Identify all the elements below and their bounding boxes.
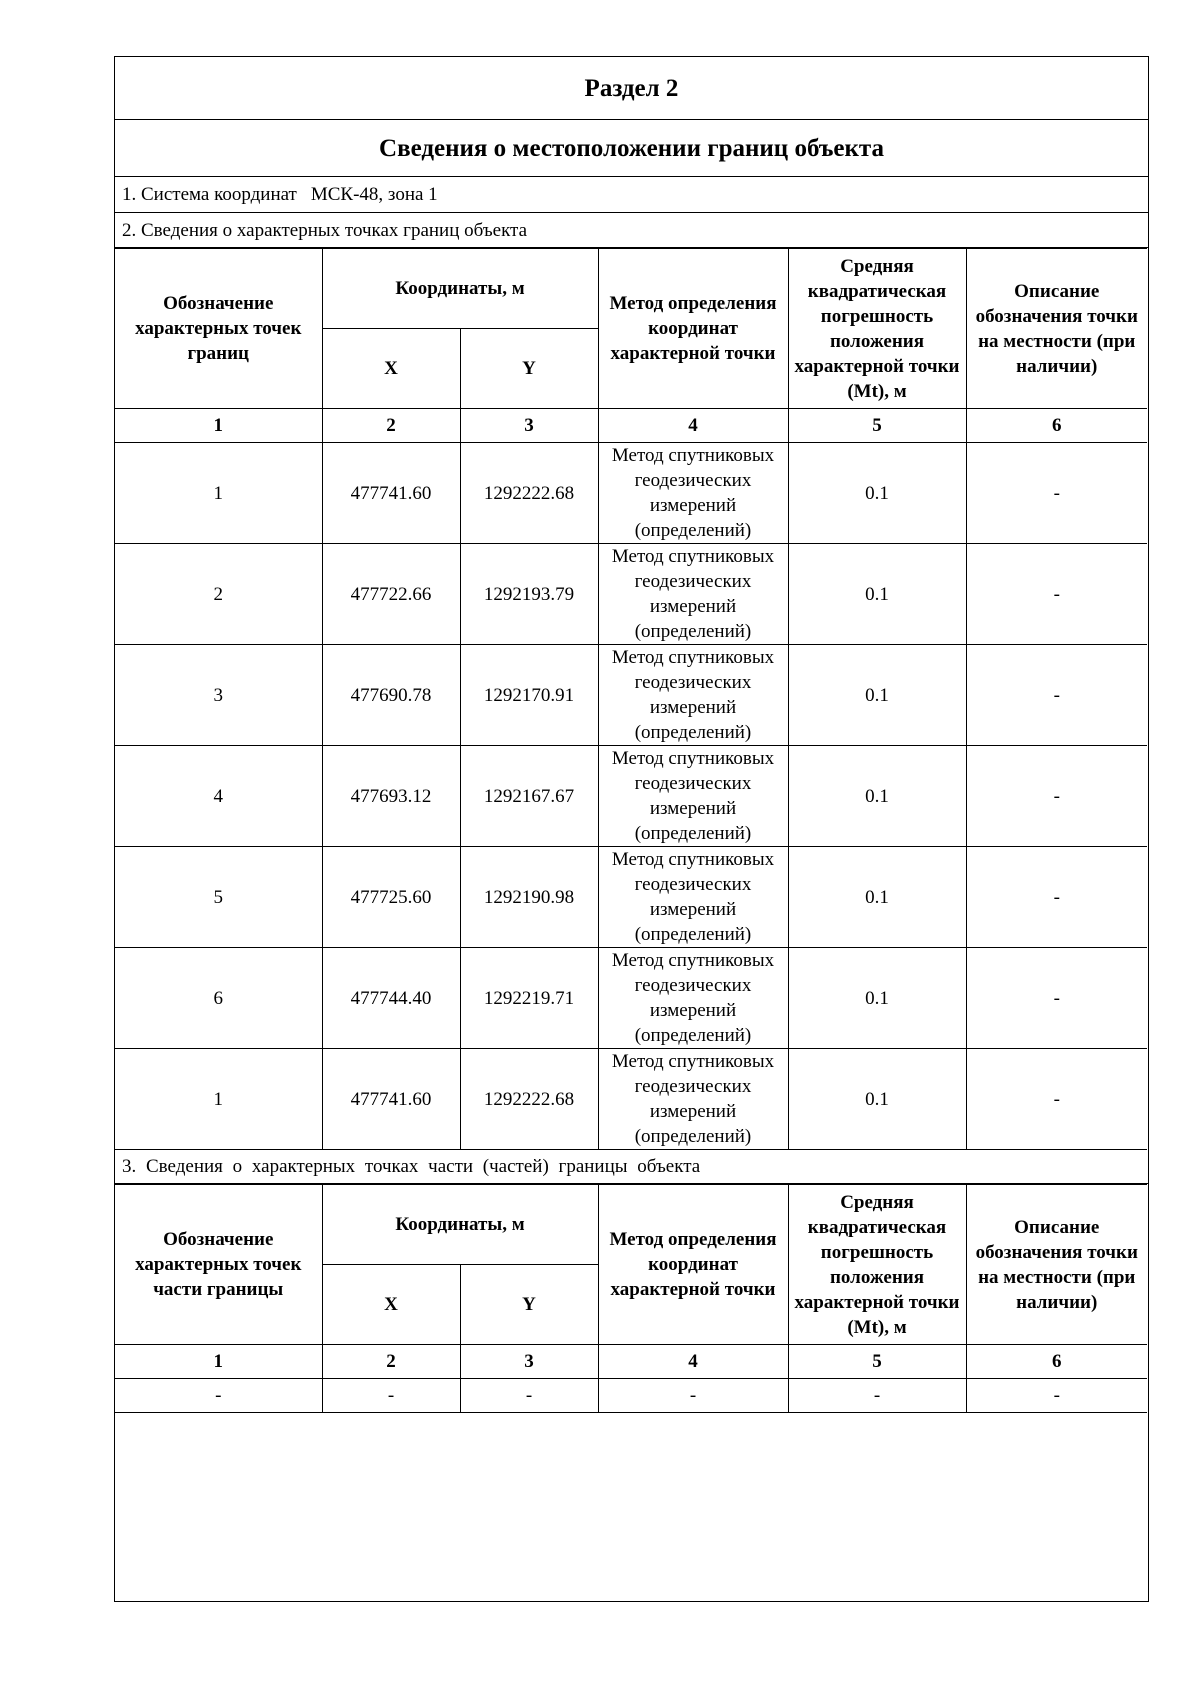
y-value: 1292219.71: [460, 948, 598, 1049]
column-number: 4: [598, 409, 788, 443]
column-numbers-row: [115, 1345, 1147, 1379]
x-value: 477722.66: [322, 544, 460, 645]
description-value: -: [966, 847, 1147, 948]
error-value: 0.1: [788, 746, 966, 847]
table-row: [115, 1379, 1147, 1413]
column-number: 6: [966, 1345, 1147, 1379]
x-value: 477741.60: [322, 443, 460, 544]
header-method: Метод определения координат характерной точки: [598, 1185, 788, 1345]
table-row: [115, 746, 1147, 847]
point-id: 4: [115, 746, 322, 847]
error-value: 0.1: [788, 948, 966, 1049]
section-title: Раздел 2: [115, 57, 1148, 120]
error-value: 0.1: [788, 847, 966, 948]
point-id: 1: [115, 443, 322, 544]
table-row: [115, 443, 1147, 544]
column-number: 1: [115, 409, 322, 443]
column-number: 3: [460, 1345, 598, 1379]
description-value: -: [966, 443, 1147, 544]
y-value: 1292222.68: [460, 1049, 598, 1150]
y-value: 1292190.98: [460, 847, 598, 948]
method-value: Метод спутниковых геодезических измерений (определений): [598, 1049, 788, 1150]
header-designation: Обозначение характерных точек границ: [115, 249, 322, 409]
y-value: 1292193.79: [460, 544, 598, 645]
method-value: Метод спутниковых геодезических измерений (определений): [598, 746, 788, 847]
x-value: 477690.78: [322, 645, 460, 746]
header-y: Y: [460, 1265, 598, 1345]
header-y: Y: [460, 329, 598, 409]
coord-system-value: МСК-48, зона 1: [310, 184, 438, 205]
method-value: Метод спутниковых геодезических измерений (определений): [598, 948, 788, 1049]
table-row: [115, 948, 1147, 1049]
parts-section-title: 3. Сведения о характерных точках части (частей) границы объекта: [115, 1150, 1148, 1184]
description-value: -: [966, 645, 1147, 746]
description-value: -: [966, 746, 1147, 847]
table-row: [115, 544, 1147, 645]
column-number: 5: [788, 409, 966, 443]
y-value: -: [460, 1379, 598, 1413]
point-id: 3: [115, 645, 322, 746]
column-number: 2: [322, 409, 460, 443]
column-numbers-row: [115, 409, 1147, 443]
header-description: Описание обозначения точки на местности (при наличии): [966, 1185, 1147, 1345]
error-value: -: [788, 1379, 966, 1413]
header-x: X: [322, 1265, 460, 1345]
point-id: 2: [115, 544, 322, 645]
method-value: Метод спутниковых геодезических измерений (определений): [598, 847, 788, 948]
table-row: [115, 1049, 1147, 1150]
header-method: Метод определения координат характерной точки: [598, 249, 788, 409]
error-value: 0.1: [788, 443, 966, 544]
points-section-title: 2. Сведения о характерных точках границ объекта: [115, 213, 1148, 248]
header-coordinates: Координаты, м: [322, 249, 598, 329]
y-value: 1292170.91: [460, 645, 598, 746]
column-number: 1: [115, 1345, 322, 1379]
point-id: 6: [115, 948, 322, 1049]
point-id: 1: [115, 1049, 322, 1150]
method-value: Метод спутниковых геодезических измерений (определений): [598, 443, 788, 544]
column-number: 5: [788, 1345, 966, 1379]
description-value: -: [966, 544, 1147, 645]
coord-system-label: 1. Система координат: [122, 184, 297, 205]
x-value: -: [322, 1379, 460, 1413]
header-x: X: [322, 329, 460, 409]
coord-system-row: [115, 177, 1148, 213]
x-value: 477741.60: [322, 1049, 460, 1150]
header-description: Описание обозначения точки на местности (при наличии): [966, 249, 1147, 409]
table-row: [115, 645, 1147, 746]
description-value: -: [966, 1049, 1147, 1150]
point-id: -: [115, 1379, 322, 1413]
table-row: [115, 847, 1147, 948]
point-id: 5: [115, 847, 322, 948]
y-value: 1292222.68: [460, 443, 598, 544]
description-value: -: [966, 1379, 1147, 1413]
header-error: Средняя квадратическая погрешность положения характерной точки (Mt), м: [788, 1185, 966, 1345]
error-value: 0.1: [788, 1049, 966, 1150]
x-value: 477744.40: [322, 948, 460, 1049]
header-coordinates: Координаты, м: [322, 1185, 598, 1265]
method-value: Метод спутниковых геодезических измерений (определений): [598, 645, 788, 746]
x-value: 477693.12: [322, 746, 460, 847]
y-value: 1292167.67: [460, 746, 598, 847]
description-value: -: [966, 948, 1147, 1049]
document-frame: [114, 56, 1149, 1602]
column-number: 2: [322, 1345, 460, 1379]
method-value: -: [598, 1379, 788, 1413]
method-value: Метод спутниковых геодезических измерений (определений): [598, 544, 788, 645]
column-number: 6: [966, 409, 1147, 443]
error-value: 0.1: [788, 645, 966, 746]
column-number: 4: [598, 1345, 788, 1379]
x-value: 477725.60: [322, 847, 460, 948]
header-designation: Обозначение характерных точек части границы: [115, 1185, 322, 1345]
column-number: 3: [460, 409, 598, 443]
error-value: 0.1: [788, 544, 966, 645]
points-table: [115, 248, 1147, 1150]
parts-table: [115, 1184, 1147, 1413]
header-error: Средняя квадратическая погрешность положения характерной точки (Mt), м: [788, 249, 966, 409]
object-title: Сведения о местоположении границ объекта: [115, 120, 1148, 177]
